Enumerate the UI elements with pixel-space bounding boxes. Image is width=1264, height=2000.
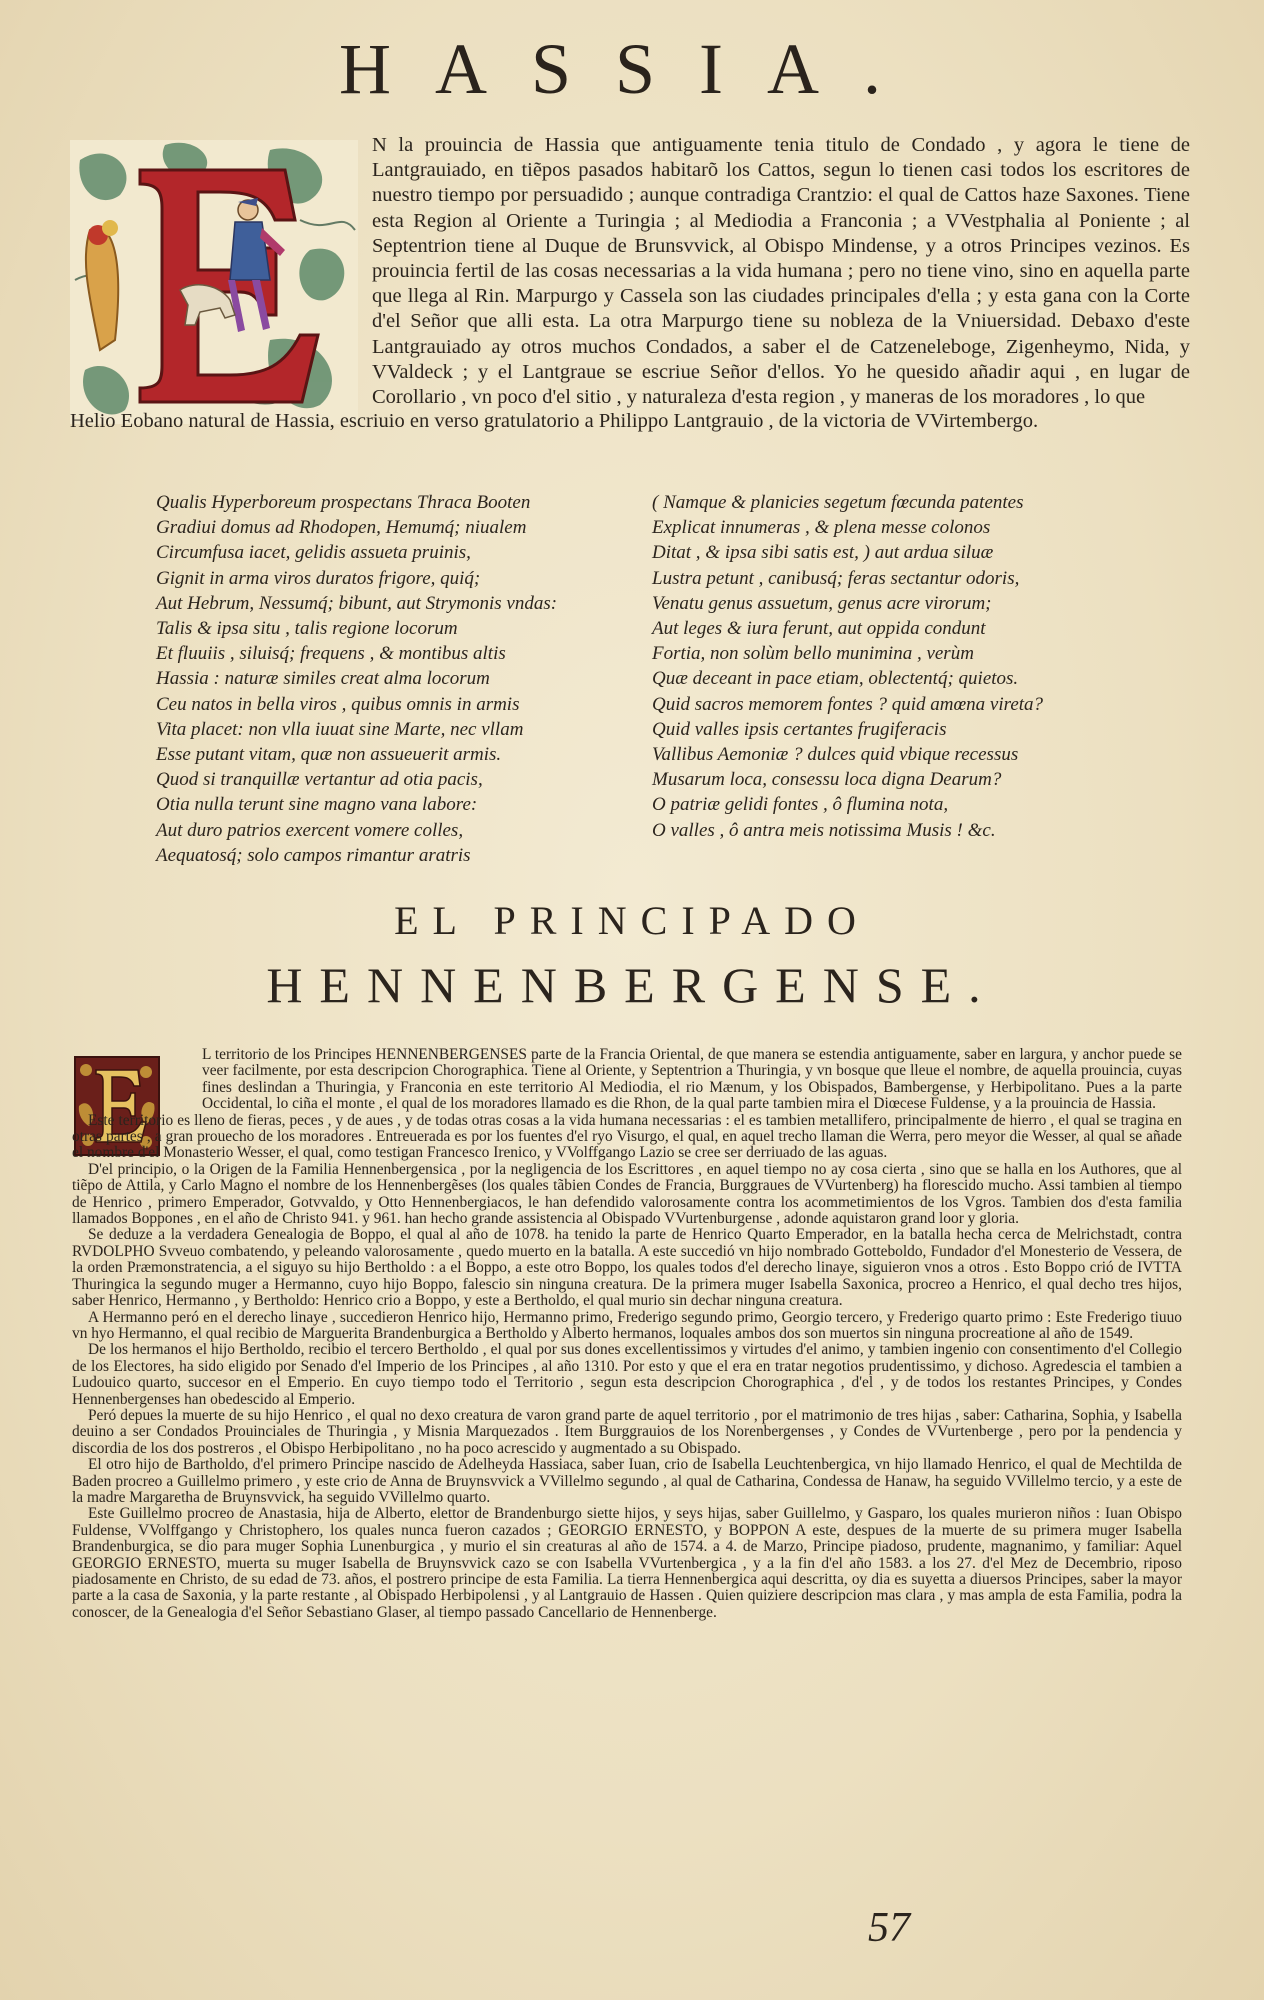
poem-line: Gradiui domus ad Rhodopen, Hemumq́; niualem	[156, 517, 527, 539]
poem-column-right	[652, 490, 1132, 843]
paragraph: D'el principio, o la Origen de la Familia Hennenbergensica , por la negligencia de los Escrittores , en aquel tiempo no ay cosa cierta , sino que se halla en los Authores, que al tiẽpo de Attila, y Carlo Magno el nombre de los Hennenbergẽses (los quales tãbien Condes de Francia, Burggraues de VVurtenberg) ha florescido mucho. Assi tambien al tiempo de Henrico , primero Emperador, Gotvvaldo, y Otto Hennenbergiacos, le han defendido valorosamente contra los acommetimientos de los Vgros. Tambien dos d'esta familia llamados Boppones , en el año de Christo 941. y 961. han hecho grande assistencia al Obispado VVurtenburgense , adonde aquistaron grand loor y gloria.	[72, 1160, 1182, 1228]
intro-paragraph-upper: N la prouincia de Hassia que antiguamente tenia titulo de Condado , y agora le tiene de Lantgrauiado, en tiẽpos pasados habitarõ los Cattos, segun lo tienen casi todos los escritores de nuestro tiempo por persuadido ; aunque contradiga Crantzio: el qual de Cattos haze Saxones. Tiene esta Region al Oriente a Turingia ; al Mediodia a Franconia ; a VVestphalia al Poniente ; al Septentrion tiene al Duque de Brunsvvick, al Obispo Mindense, y a otros Principes vezinos. Es prouincia fertil de las cosas necessarias a la vida humana ; pero no tiene vino, sino en aquella parte que llega al Rin. Marpurgo y Cassela son las ciudades principales d'ella ; y esta gana con la Corte d'el Señor que alli esta. La otra Marpurgo tiene su nobleza de la Vniuersidad. Debaxo d'este Lantgrauiado ay otros muchos Condados, a saber el de Catzeneleboge, Zigenheymo, Nida, y VValdeck ; y el Lantgraue se escriue Señor d'ellos. Yo he quesido añadir aqui , en lugar de Corollario , vn poco d'el sitio , y naturaleza d'esta region , y maneras de los moradores , lo que	[372, 134, 1190, 409]
poem-line: Hassia : naturæ similes creat alma locorum	[156, 668, 490, 690]
decorated-initial-e-illustration	[70, 140, 358, 424]
poem-line: Ditat , & ipsa sibi satis est, ) aut ardua siluæ	[652, 542, 994, 564]
poem-line: Vallibus Aemoniæ ? dulces quid vbique recessus	[652, 744, 1019, 766]
paragraph: El otro hijo de Bartholdo, d'el primero Principe nascido de Adelheyda Hassiaca, saber Iuan, crio de Isabella Leuchtenbergica, vn hijo llamado Henrico, el qual de Mechtilda de Baden procreo a Guillelmo primero , y este crio de Anna de Bruynsvvick a VVillelmo segundo , al qual de Catharina, Condessa de Hanaw, ha seguido VVillelmo tercio, y a este de la madre Margaretha de Bruynsvvick, ha seguido VVillelmo quarto.	[72, 1456, 1182, 1506]
poem-line: Gignit in arma viros duratos frigore, quiq́;	[156, 567, 481, 589]
paragraph: Este territorio es lleno de fieras, peces , y de aues , y de todas otras cosas a la vida humana necessarias : el es tambien metallifero, principalmente de hierro , el qual se tragina en otras partes , a gran prouecho de los moradores . Entreuerada es por los fuentes d'el ryo Visurgo, el qual, en aquel trecho llaman die Werra, pero meyor die Wesser, al qual se añade el nombre d'el Monasterio Wesser, el qual, como testigan Francesco Irenico, y VVolffgango Lazio se cree ser derriuado de las aguas.	[72, 1111, 1182, 1162]
poem-line: Lustra petunt , canibusq́; feras sectantur odoris,	[652, 567, 1020, 589]
paragraph: Peró depues la muerte de su hijo Henrico , el qual no dexo creatura de varon grand parte de aquel territorio , por el matrimonio de tres hijas , saber: Catharina, Sophia, y Isabella deuino a ser Condados Prouinciales de Thuringia , y Misnia Marquezados . Item Burggrauios de los Norenbergenses , y Condes de VVurtenberge , pero por la pendencia y discordia de los dos postreros , el Obispo Herbipolitano , no ha poco acrescido y augmentado a su Obispado.	[72, 1406, 1182, 1457]
poem-line: Quid sacros memorem fontes ? quid amœna vireta?	[652, 693, 1044, 715]
poem-line: Fortia, non solùm bello munimina , verùm	[652, 643, 974, 665]
poem-line: Musarum loca, consessu loca digna Dearum?	[652, 769, 1002, 791]
paragraph: Este Guillelmo procreo de Anastasia, hija de Alberto, elettor de Brandenburgo siette hijos, y seys hijas, saber Guillelmo, y Gasparo, los quales murieron niños : Iuan Obispo Fuldense, VVolffgango y Christophero, los quales nunca fueron cazados ; GEORGIO ERNESTO, y BOPPON A este, despues de la muerte de su primera muger Isabella Brandenburgica, se dio para muger Sophia Lunenburgica , y murio el sin creaturas al año de 1574. a 4. de Marzo, Principe piadoso, prudente, magnanimo, y familiar: Aquel GEORGIO ERNESTO, muerta su muger Isabella de Bruynsvvick cazo se con Isabella VVurtenbergica , y a la fin d'el año 1583. a los 27. d'el Mez de Decembrio, riposo piadosamente en Christo, de su edad de 73. años, el postrero principe de esta Familia. La tierra Hennenbergica aqui descritta, oy dia es suyetta a diuersos Principes, saber la mayor parte a la casa de Saxonia, y la parte restante , al Obispado Herbipolensi , y al Lantgrauio de Hassen . Quien quiziere descripcion mas clara , y mas ampla de esta Familia, podra la conoscer, de la Genealogia d'el Señor Sebastiano Glaser, al tiempo passado Cancellario de Hennenberge.	[72, 1505, 1182, 1621]
poem-line: Explicat innumeras , & plena messe colonos	[652, 517, 991, 539]
poem-line: Quid valles ipsis certantes frugiferacis	[652, 718, 947, 740]
page-title: HASSIA.	[338, 29, 926, 109]
poem-line: Quæ deceant in pace etiam, oblectentq́; quietos.	[652, 668, 1019, 690]
paragraph: L territorio de los Principes HENNENBERGENSES parte de la Francia Oriental, de que manera se estendia antiguamente, saber en largura, y anchor puede se veer facilmente, por esta descripcion Chorographica. Tiene al Oriente, y Septentrion a Thuringia, y vn bosque que lleue el nombre, de aquella prouincia, cuyas fines deslindan a Thuringia, y Franconia en este territorio Al Mediodia, el rio Mænum, y los Obispados, Bambergense, y Herbipolitano. Pues a la parte Occidental, lo ciña el monte , el qual de los moradores llamado es die Rhon, de la qual parte tambien mira el Diœcese Fuldense, y a la prouincia de Hassia.	[202, 1046, 1182, 1113]
poem-line: Et fluuiis , siluisq́; frequens , & montibus altis	[156, 643, 506, 665]
poem-line: Esse putant vitam, quæ non assueuerit armis.	[156, 744, 502, 766]
poem-line: Aut duro patrios exercent vomere colles,	[156, 819, 464, 841]
poem-line: Ceu natos in bella viros , quibus omnis in armis	[156, 693, 520, 715]
page-number: 57	[868, 1905, 910, 1951]
poem-line: Circumfusa iacet, gelidis assueta pruinis,	[156, 542, 471, 564]
intro-paragraph-last-line: Helio Eobano natural de Hassia, escriuio en verso gratulatorio a Philippo Lantgrauio , de la victoria de VVirtembergo.	[70, 410, 1039, 432]
section-heading-principado: EL PRINCIPADO	[394, 898, 870, 943]
section-heading-hennenbergense: HENNENBERGENSE.	[266, 957, 998, 1013]
paragraph: A Hermanno peró en el derecho linaye , succedieron Henrico hijo, Hermanno primo, Frederigo segundo primo, Georgio tercero, y Frederigo quarto primo : Este Frederigo tiuuo vn hyo Hermanno, el qual recibio de Marguerita Brandenburgica a Bertholdo y Alberto hermanos, loquales ambos dos son muertos sin ninguna procreatione al año de 1549.	[72, 1308, 1182, 1342]
poem-column-left	[156, 490, 626, 868]
poem-line: Aut Hebrum, Nessumq́; bibunt, aut Strymonis vndas:	[156, 592, 558, 614]
poem-line: Qualis Hyperboreum prospectans Thraca Booten	[156, 492, 531, 513]
poem-line: O valles , ô antra meis notissima Musis ! &c.	[652, 819, 996, 841]
poem-line: Otia nulla terunt sine magno vana labore:	[156, 794, 478, 816]
paragraph: Se deduze a la verdadera Genealogia de Boppo, el qual al año de 1078. ha tenido la parte de Henrico Quarto Emperador, en la batalla hecha cerca de Melrichstadt, contra RVDOLPHO Svveuo combatendo, y peleando valorosamente , quedo muerto en la batalla. A este succedió vn hijo nombrado Gotteboldo, Fundador d'el Monesterio de Vessera, de la orden Præmonstratencia, a el siguyo su hijo Bertholdo : a el Boppo, a este otro Boppo, los quales todos d'el derecho linaye, siguieron vnos a otros . Esto Boppo crió de IVTTA Thuringica la segundo muger a Hermanno, cuyo hijo Boppo, falescio sin ninguna creatura. De la primera muger Isabella Saxonica, procreo a Henrico, el qual decho tres hijos, saber Henrico, Hermanno , y Bertholdo: Henrico crio a Boppo, y este a Bertholdo, el qual murio sin dechar ninguna creatura.	[72, 1226, 1182, 1310]
poem-line: Vita placet: non vlla iuuat sine Marte, nec vllam	[156, 718, 524, 740]
hennenberg-text-body	[72, 1047, 1182, 1621]
poem-line: Aut leges & iura ferunt, aut oppida condunt	[652, 618, 986, 640]
poem-line: Talis & ipsa situ , talis regione locorum	[156, 618, 458, 640]
poem-line: Aequatosq́; solo campos rimantur aratris	[156, 844, 471, 866]
poem-line: ( Namque & planicies segetum fœcunda patentes	[652, 492, 1024, 513]
paragraph: De los hermanos el hijo Bertholdo, recibio el tercero Bertholdo , el qual por sus dones excellentissimos y virtudes d'el animo, y tambien ingenio con consentimento d'el Collegio de los Electores, ha sido eligido por Senado d'el Imperio de los Principes , al año 1310. Por esto y que el era en tratar negotios prudentissimo, y dichoso. Agredescia el tambien a Ludouico quarto, succesor en el Emperio. En cuyo tiempo todo el Territorio , segun esta descripcion Chorographica , d'el , y de todos los restantes Principes, y Condes Hennenbergenses han obedescido al Emperio.	[72, 1341, 1182, 1408]
poem-line: O patriæ gelidi fontes , ô flumina nota,	[652, 794, 949, 816]
poem-line: Quod si tranquillæ vertantur ad otia pacis,	[156, 769, 483, 791]
poem-line: Venatu genus assuetum, genus acre virorum;	[652, 592, 992, 614]
